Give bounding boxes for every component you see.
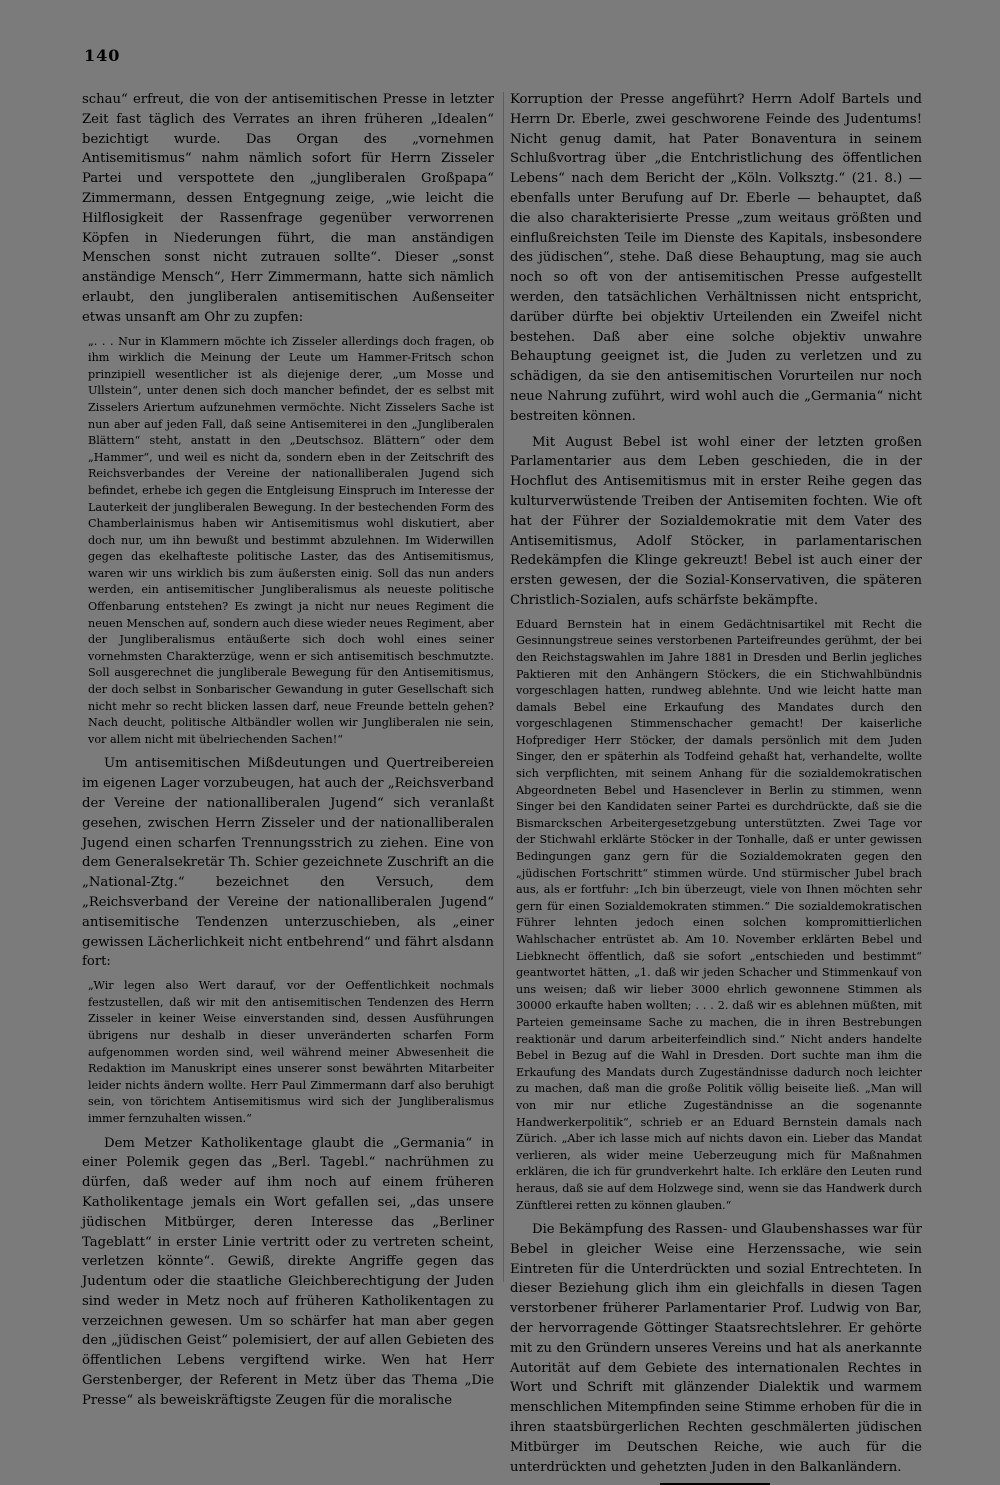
left-paragraph-1: schau“ erfreut, die von der antisemitischen Presse in letzter Zeit fast täglich des Verrates an ihren früheren „Idealen“ bezichtigt wurde. Das Organ des „vornehmen Antisemitismus“ nahm nämlich sofort für Herrn Zisseler Partei und verspottete den „jungliberalen Großpapa“ Zimmermann, dessen Entgegnung zeige, „wie leicht die Hilflosigkeit der Rassenfrage gegenüber verworrenen Köpfen in Niederungen führt, die man anständigen Menschen sonst nicht zutrauen sollte“. Dieser „sonst anständige Mensch“, Herr Zimmermann, hatte sich nämlich erlaubt, den jungliberalen antisemitischen Außenseiter etwas unsanft am Ohr zu zupfen: bbox=[82, 92, 494, 325]
left-paragraph-5: Dem Metzer Katholikentage glaubt die „Germania“ in einer Polemik gegen das „Berl. Tagebl.“ nachrühmen zu dürfen, daß weder auf ihm noch auf einem früheren Katholikentage jemals ein Wort gefallen sei, „das unsere jüdischen Mitbürger, deren Interesse das „Berliner Tageblatt“ in erster Linie vertritt oder zu vertreten scheint, verletzen könnte“. Gewiß, direkte Angriffe gegen das Judentum oder die staatliche Gleichberechtigung der Juden sind weder in Metz noch auf früheren Katholikentagen zu verzeichnen gewesen. Um so schärfer hat man aber gegen den „jüdischen Geist“ polemisiert, der auf allen Gebieten des öffentlichen Lebens vergiftend wirke. Wen hat Herr Gerstenberger, der Referent in Metz über das Thema „Die Presse“ als beweiskräftigste Zeugen für die moralische bbox=[82, 1135, 494, 1408]
right-column bbox=[510, 90, 922, 1475]
column-divider bbox=[503, 92, 504, 1282]
left-paragraph-2: „. . . Nur in Klammern möchte ich Zisseler allerdings doch fragen, ob ihm wirklich die Meinung der Leute um Hammer-Fritsch schon prinzipiell wesentlicher ist als diejenige derer, „um Mosse und Ullstein“, unter denen sich doch mancher befindet, der es selbst mit Zisselers Ariertum aufzunehmen vermöchte. Nicht Zisselers Sache ist nun aber auf jeden Fall, daß seine Antisemiterei in den „Jungliberalen Blättern“ steht, anstatt in den „Deutschsoz. Blättern“ oder dem „Hammer“, und weil es nicht da, sondern eben in der Zeitschrift des Reichsverbandes der Vereine der nationalliberalen Jugend sich befindet, erhebe ich gegen die Entgleisung Einspruch im Interesse der Lauterkeit der jungliberalen Bewegung. In der bestechenden Form des Chamberlainismus haben wir Antisemitismus wohl diskutiert, aber doch nur, um ihn bewußt und bestimmt abzulehnen. Im Widerwillen gegen das ekelhafteste politische Laster, das des Antisemitismus, waren wir uns wirklich bis zum äußersten einig. Soll das nun anders werden, ein antisemitischer Jungliberalismus als neueste politische Offenbarung entstehen? Es zwingt ja nicht nur neues Regiment die neuen Menschen auf, sondern auch diese wieder neues Regiment, aber der Jungliberalismus entäußerte sich doch wohl eines seiner vornehmsten Charakterzüge, wenn er sich antisemitisch beschmutzte. Soll ausgerechnet die jungliberale Bewegung für den Antisemitismus, der doch selbst in Sonbarischer Gewandung in guter Gesellschaft sich nicht mehr so recht blicken lassen darf, neue Freunde betteln gehen? Nach deucht, politische Altbändler wollen wir Jungliberalen nie sein, vor allem nicht mit übelriechenden Sachen!“ bbox=[88, 334, 494, 746]
left-paragraph-3: Um antisemitischen Mißdeutungen und Quertreibereien im eigenen Lager vorzubeugen, hat auch der „Reichsverband der Vereine der nationalliberalen Jugend“ sich veranlaßt gesehen, zwischen Herrn Zisseler und der nationalliberalen Jugend einen scharfen Trennungsstrich zu ziehen. Eine von dem Generalsekretär Th. Schier gezeichnete Zuschrift an die „National-Ztg.“ bezeichnet den Versuch, dem „Reichsverband der Vereine der nationalliberalen Jugend“ antisemitische Tendenzen unterzuschieben, als „einer gewissen Lächerlichkeit nicht entbehrend“ und fährt alsdann fort: bbox=[82, 756, 494, 970]
left-paragraph-4: „Wir legen also Wert darauf, vor der Oeffentlichkeit nochmals festzustellen, daß wir mit den antisemitischen Tendenzen des Herrn Zisseler in keiner Weise einverstanden sind, dessen Ausführungen übrigens nur deshalb in dieser unveränderten scharfen Form aufgenommen worden sind, weil während meiner Abwesenheit die Redaktion im Manuskript eines unserer sonst bewährten Mitarbeiter leider nichts ändern wollte. Herr Paul Zimmermann darf also beruhigt sein, von törichtem Antisemitismus wird sich der Jungliberalismus immer fernzuhalten wissen.“ bbox=[88, 979, 494, 1125]
right-paragraph-2: Mit August Bebel ist wohl einer der letzten großen Parlamentarier aus dem Leben geschieden, die in der Hochflut des Antisemitismus mit in erster Reihe gegen das kulturverwüstende Treiben der Antisemiten fochten. Wie oft hat der Führer der Sozialdemokratie mit dem Vater des Antisemitismus, Adolf Stöcker, in parlamentarischen Redekämpfen die Klinge gekreuzt! Bebel ist auch einer der ersten gewesen, der die Sozial-Konservativen, die späteren Christlich-Sozialen, aufs schärfste bekämpfte. bbox=[510, 434, 922, 608]
right-paragraph-4: Die Bekämpfung des Rassen- und Glaubenshasses war für Bebel in gleicher Weise eine Herzenssache, wie sein Eintreten für die Unterdrückten und sozial Entrechteten. In dieser Beziehung glich ihm ein gleichfalls in diesen Tagen verstorbener früherer Parlamentarier Prof. Ludwig von Bar, der hervorragende Göttinger Staatsrechtslehrer. Er gehörte mit zu den Gründern unseres Vereins und hat als anerkannte Autorität auf dem Gebiete des internationalen Rechtes in Wort und Schrift mit glänzender Dialektik und warmem menschlichen Mitempfinden seine Stimme erhoben für die in ihren staatsbürgerlichen Rechten geschmälerten jüdischen Mitbürger im Deutschen Reiche, wie auch für die unterdrückten und gehetzten Juden in den Balkanländern. bbox=[510, 1222, 922, 1475]
right-paragraph-3: Eduard Bernstein hat in einem Gedächtnisartikel mit Recht die Gesinnungstreue seines verstorbenen Parteifreundes gerühmt, der bei den Reichstagswahlen im Jahre 1881 in Dresden und Berlin jegliches Paktieren mit den Anhängern Stöckers, die ein Stichwahlbündnis vorgeschlagen hatten, rundweg ablehnte. Und wie leicht hatte man damals Bebel eine Erkaufung des Mandates durch den vorgeschlagenen Stimmenschacher gemacht! Der kaiserliche Hofprediger Herr Stöcker, der damals persönlich mit dem Juden Singer, den er späterhin als Todfeind gehaßt hat, verhandelte, wollte sich verpflichten, mit seinem Anhang für die sozialdemokratischen Abgeordneten Bebel und Hasenclever in Berlin zu stimmen, wenn Singer bei den Kandidaten seiner Partei es durchdrückte, daß sie die Bismarckschen Arbeitergesetzgebung unterstützten. Zwei Tage vor der Stichwahl erklärte Stöcker in der Tonhalle, daß er unter gewissen Bedingungen ganz gern für die Sozialdemokraten gegen den „jüdischen Fortschritt“ stimmen würde. Und stürmischer Jubel brach aus, als er fortfuhr: „Ich bin überzeugt, viele von Ihnen möchten sehr gern für einen Sozialdemokraten stimmen.“ Die sozialdemokratischen Führer lehnten jedoch einen solchen kompromittierlichen Wahlschacher entrüstet ab. Am 10. November erklärten Bebel und Liebknecht öffentlich, daß sie sofort „entschieden und bestimmt“ geantwortet hätten, „1. daß wir jeden Schacher und Stimmenkauf von uns weisen; daß wir lieber 3000 ehrlich gewonnene Stimmen als 30000 erkaufte haben wollten; . . . 2. daß wir es ablehnen müßten, mit Parteien gemeinsame Sache zu machen, die in ihren Bestrebungen reaktionär und darum arbeiterfeindlich sind.“ Nicht anders handelte Bebel in Bezug auf die Wahl in Dresden. Dort suchte man ihm die Erkaufung des Mandats durch Zugeständnisse dadurch noch leichter zu machen, daß man die große Politik völlig beiseite ließ. „Man will von mir nur etliche Zugeständnisse an die sogenannte Handwerkerpolitik“, schrieb er an Eduard Bernstein damals nach Zürich. „Aber ich lasse mich auf nichts davon ein. Lieber das Mandat verlieren, als wider meine Ueberzeugung mich für Maßnahmen erklären, die ich für grundverkehrt halte. Ich erkläre den Leuten rund heraus, daß sie auf dem Holzwege sind, wenn sie das Handwerk durch Zünftlerei retten zu können glauben.“ bbox=[516, 617, 922, 1212]
page-number: 140 bbox=[84, 46, 121, 65]
left-column bbox=[82, 90, 494, 1408]
right-paragraph-1: Korruption der Presse angeführt? Herrn Adolf Bartels und Herrn Dr. Eberle, zwei geschworene Feinde des Judentums! Nicht genug damit, hat Pater Bonaventura in seinem Schlußvortrag über „die Entchristlichung des öffentlichen Lebens“ nach dem Bericht der „Köln. Volksztg.“ (21. 8.) — ebenfalls unter Berufung auf Dr. Eberle — behauptet, daß die also charakterisierte Presse „zum weitaus größten und einflußreichsten Teile im Dienste des Kapitals, insbesondere des jüdischen“, stehe. Daß diese Behauptung, mag sie auch noch so oft von der antisemitischen Presse aufgestellt werden, den tatsächlichen Verhältnissen nicht entspricht, darüber dürfte bei objektiv Urteilenden ein Zweifel nicht bestehen. Daß aber eine solche objektiv unwahre Behauptung geeignet ist, die Juden zu verletzen und zu schädigen, da sie den antisemitischen Vorurteilen nur noch neue Nahrung zuführt, wird wohl auch die „Germania“ nicht bestreiten können. bbox=[510, 92, 922, 424]
